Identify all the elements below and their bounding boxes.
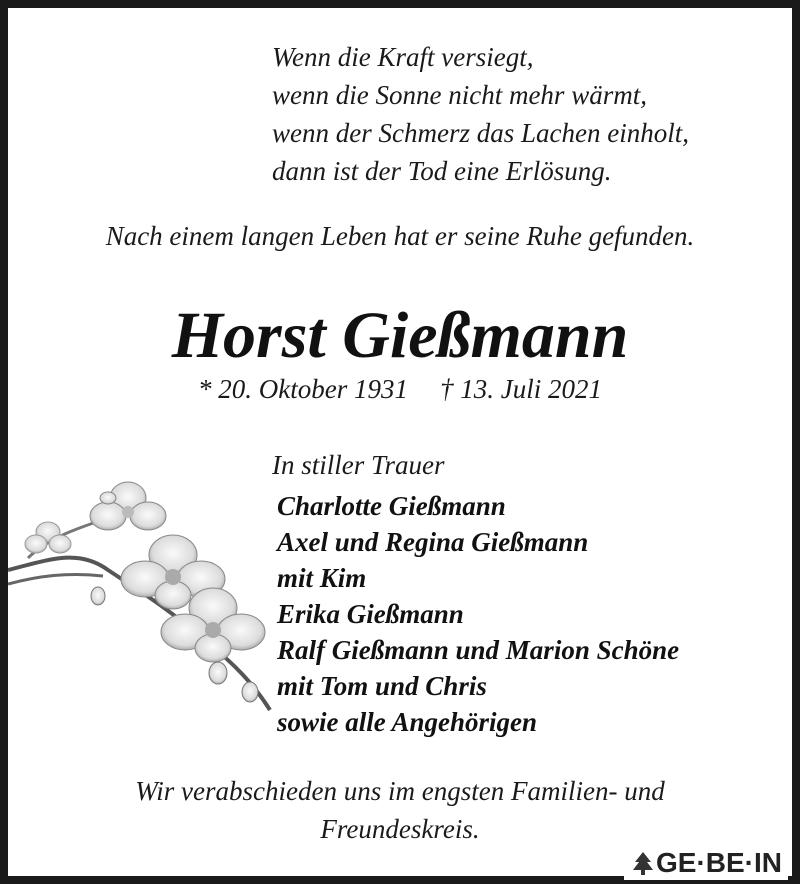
- list-item: mit Kim: [277, 563, 367, 593]
- poem: [272, 38, 689, 190]
- death-date: † 13. Juli 2021: [439, 374, 602, 404]
- list-item: sowie alle Angehörigen: [277, 707, 538, 737]
- deceased-name: Horst Gießmann: [171, 299, 629, 372]
- logo-text: GE·BE·IN: [656, 847, 782, 878]
- birth-date: * 20. Oktober 1931: [198, 374, 408, 404]
- poem-line: dann ist der Tod eine Erlösung.: [272, 156, 612, 186]
- publisher-logo: [624, 846, 788, 880]
- list-item: Charlotte Gießmann: [277, 491, 506, 521]
- mourning-heading: In stiller Trauer: [272, 450, 445, 480]
- orchid-image: [8, 478, 298, 718]
- closing-line: Wir verabschieden uns im engsten Familien- und: [135, 776, 665, 806]
- list-item: mit Tom und Chris: [277, 671, 487, 701]
- poem-line: Wenn die Kraft versiegt,: [272, 42, 534, 72]
- mourners-list: [277, 488, 679, 740]
- list-item: Axel und Regina Gießmann: [277, 527, 589, 557]
- intro-text: Nach einem langen Leben hat er seine Ruhe gefunden.: [105, 221, 695, 251]
- closing-text: [8, 772, 792, 848]
- list-item: Ralf Gießmann und Marion Schöne: [277, 635, 680, 665]
- list-item: Erika Gießmann: [277, 599, 464, 629]
- poem-line: wenn die Sonne nicht mehr wärmt,: [272, 80, 647, 110]
- tree-icon: [630, 850, 656, 876]
- closing-line: Freundeskreis.: [320, 814, 480, 844]
- poem-line: wenn der Schmerz das Lachen einholt,: [272, 118, 689, 148]
- life-dates: [8, 374, 792, 405]
